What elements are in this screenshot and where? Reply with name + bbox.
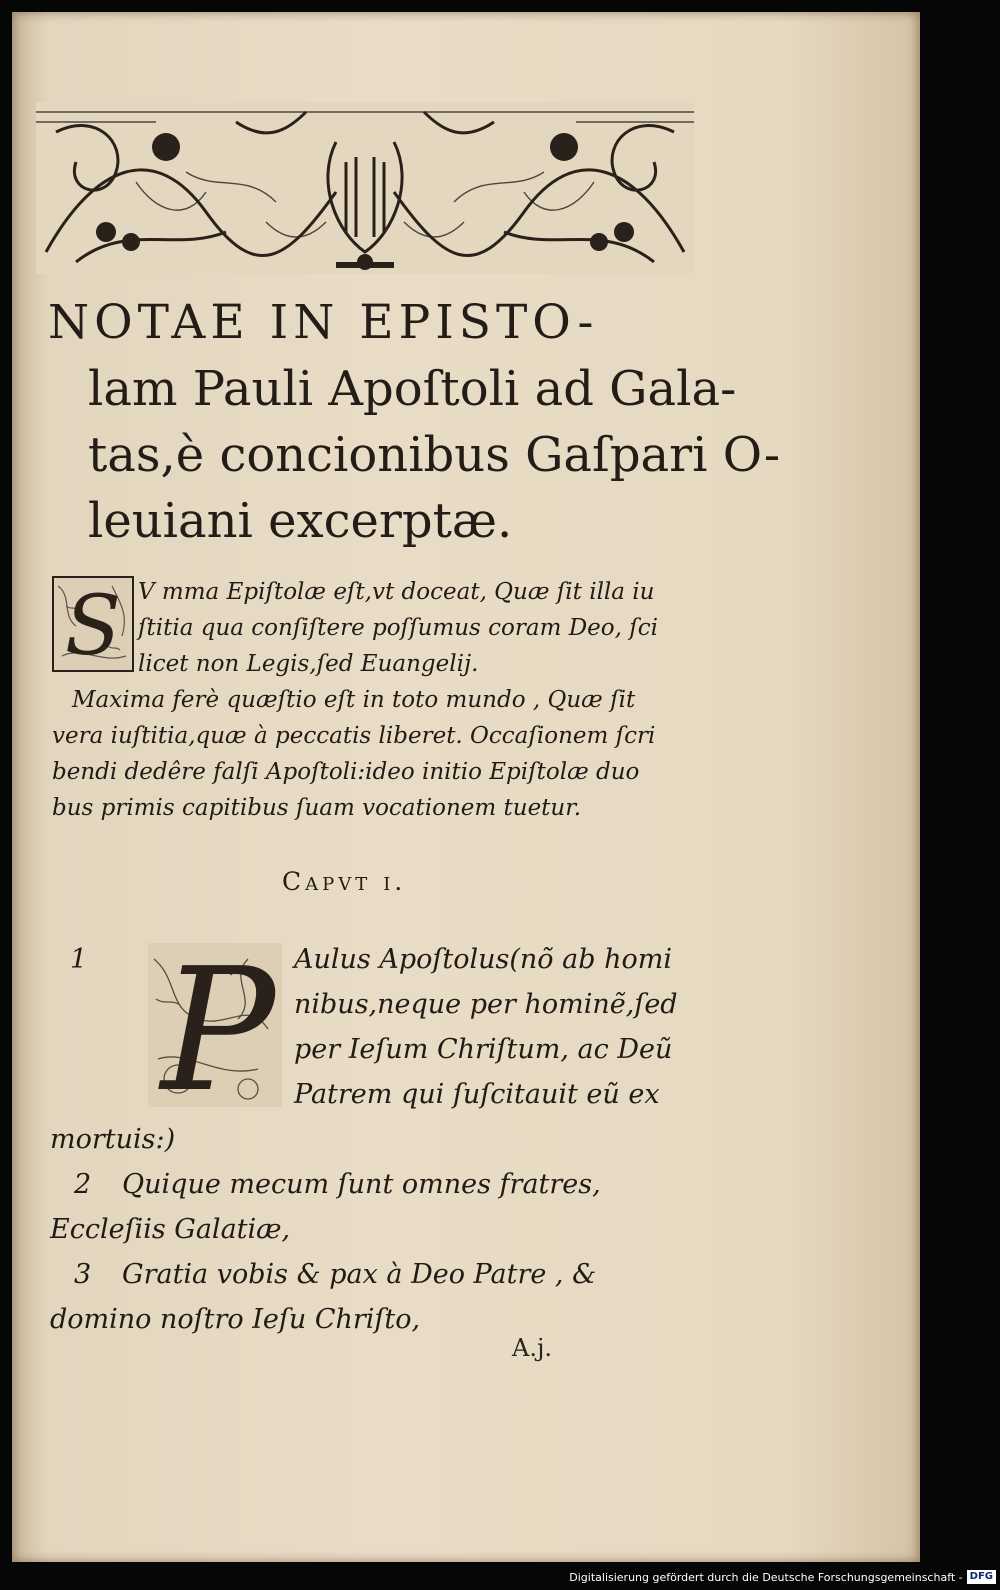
verse-1-line-5: mortuis:) (50, 1124, 176, 1155)
decorated-initial-s-icon (52, 576, 134, 672)
summary-line-7: bus primis capitibus ſuam vocationem tuetur. (52, 795, 582, 821)
svg-text:S: S (64, 579, 122, 672)
summary-line-5: vera iuſtitia,quæ à peccatis liberet. Occaſionem ſcri (52, 723, 656, 749)
headpiece-ornament-icon (36, 102, 694, 274)
summary-line-4: Maxima ferè quæſtio eſt in toto mundo , Quæ ſit (72, 687, 636, 713)
chapter-heading: Capvt i. (282, 867, 407, 896)
funding-credit (569, 1568, 996, 1586)
verses-block (50, 937, 730, 1342)
title-line-3: tas,è concionibus Gaſpari O- (88, 427, 781, 483)
verse-3-line-1: Gratia vobis & pax à Deo Patre , & (122, 1259, 597, 1290)
summary-line-6: bendi dedêre falſi Apoſtoli:ideo initio Epiſtolæ duo (52, 759, 640, 785)
verse-2-line-1: Quique mecum ſunt omnes fratres, (122, 1169, 601, 1200)
verse-1-line-3: per Ieſum Chriſtum, ac Deũ (294, 1034, 673, 1065)
summary-paragraph (52, 574, 712, 826)
ornamental-headpiece (36, 102, 694, 274)
summary-line-3: licet non Legis,ſed Euangelij. (138, 651, 479, 677)
title-line-1: NOTAE IN EPISTO- (48, 295, 599, 350)
dfg-logo-icon: DFG (967, 1570, 996, 1584)
signature-mark: A.j. (512, 1334, 553, 1362)
verse-2-line-2: Eccleſiis Galatiæ, (50, 1214, 291, 1245)
title-line-2: lam Pauli Apoſtoli ad Gala- (88, 361, 737, 417)
page-title (48, 290, 781, 554)
verse-number-2: 2 (74, 1169, 92, 1200)
verse-number-1: 1 (70, 944, 88, 975)
title-line-4: leuiani excerptæ. (88, 493, 513, 549)
book-page (12, 12, 920, 1562)
verse-number-3: 3 (74, 1259, 92, 1290)
verse-1-line-4: Patrem qui ſuſcitauit eũ ex (294, 1079, 660, 1110)
summary-line-2: ſtitia qua conſiſtere poſſumus coram Deo, ſci (138, 615, 658, 641)
svg-text:P: P (160, 939, 276, 1111)
decorated-initial-p-icon (108, 939, 286, 1111)
verse-1-line-1: Aulus Apoſtolus(nõ ab homi (294, 944, 672, 975)
funding-credit-text: Digitalisierung gefördert durch die Deutsche Forschungsgemeinschaft - (569, 1570, 963, 1584)
verse-1-line-2: nibus,neque per hominẽ,ſed (294, 989, 678, 1020)
verse-3-line-2: domino noſtro Ieſu Chriſto, (50, 1304, 421, 1335)
summary-line-1: V mma Epiſtolæ eſt,vt doceat, Quæ ſit illa iu (138, 579, 655, 605)
